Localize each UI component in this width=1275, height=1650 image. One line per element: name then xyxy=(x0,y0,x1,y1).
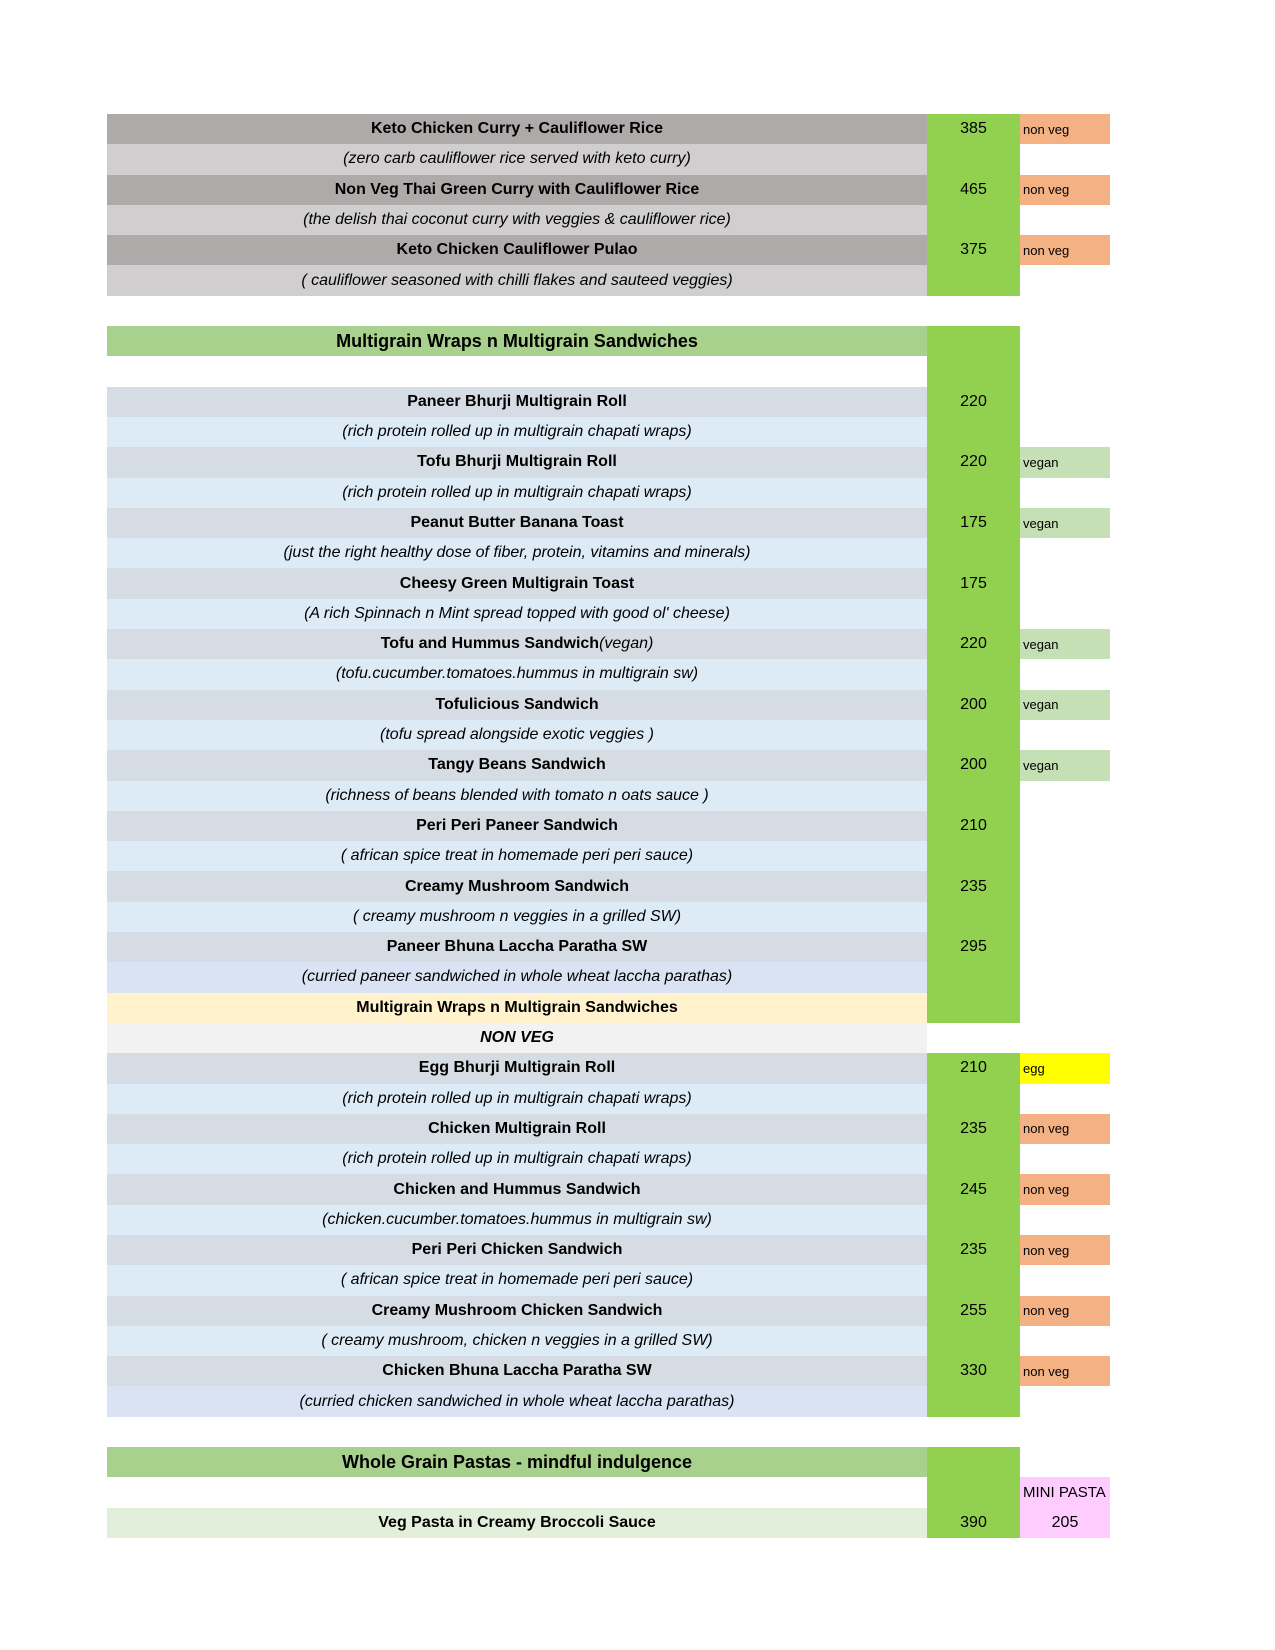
item-description-row xyxy=(107,1265,1110,1295)
item-description xyxy=(107,902,927,932)
item-price xyxy=(927,296,1020,326)
item-price: 175 xyxy=(927,508,1020,538)
cell-text: Peri Peri Paneer Sandwich xyxy=(416,816,618,834)
item-description xyxy=(107,1205,927,1235)
item-name xyxy=(107,114,927,144)
item-name xyxy=(107,690,927,720)
diet-tag xyxy=(1020,841,1110,871)
item-description xyxy=(107,1386,927,1416)
cell-text: Keto Chicken Curry + Cauliflower Rice xyxy=(370,120,664,138)
cell-text: Cheesy Green Multigrain Toast xyxy=(399,574,635,592)
cell-text: Tofu Bhurji Multigrain Roll xyxy=(417,453,617,471)
cell-text: (richness of beans blended with tomato n oats sauce ) xyxy=(325,786,709,804)
diet-tag: non veg xyxy=(1020,1296,1110,1326)
diet-tag xyxy=(1020,902,1110,932)
diet-tag xyxy=(1020,962,1110,992)
item-price: 295 xyxy=(927,932,1020,962)
item-name xyxy=(107,568,927,598)
item-name xyxy=(107,629,927,659)
menu-item-row xyxy=(107,811,1110,841)
menu-item-row xyxy=(107,508,1110,538)
cell-text: Multigrain Wraps n Multigrain Sandwiches xyxy=(356,998,678,1016)
diet-tag xyxy=(1020,1023,1110,1053)
cell-text: Multigrain Wraps n Multigrain Sandwiches xyxy=(336,330,698,351)
item-name xyxy=(107,750,927,780)
item-description xyxy=(107,720,927,750)
item-description xyxy=(107,1265,927,1295)
item-description xyxy=(107,265,927,295)
item-price xyxy=(927,1326,1020,1356)
item-price xyxy=(927,1023,1020,1053)
cell-text: (zero carb cauliflower rice served with keto curry) xyxy=(343,150,691,168)
item-description xyxy=(107,962,927,992)
item-price xyxy=(927,1084,1020,1114)
menu-item-row xyxy=(107,568,1110,598)
spacer-row xyxy=(107,1477,1110,1507)
item-name xyxy=(107,932,927,962)
item-price xyxy=(927,1144,1020,1174)
diet-tag: vegan xyxy=(1020,508,1110,538)
diet-tag xyxy=(1020,993,1110,1023)
item-description xyxy=(107,144,927,174)
item-description-row xyxy=(107,1084,1110,1114)
item-price: 375 xyxy=(927,235,1020,265)
diet-tag xyxy=(1020,568,1110,598)
diet-tag xyxy=(1020,1265,1110,1295)
cell-text: (the delish thai coconut curry with veggies & cauliflower rice) xyxy=(303,211,731,229)
subsection-title xyxy=(107,993,927,1023)
item-price xyxy=(927,781,1020,811)
menu-item-row xyxy=(107,932,1110,962)
diet-tag xyxy=(1020,1417,1110,1447)
diet-tag xyxy=(1020,932,1110,962)
diet-tag xyxy=(1020,781,1110,811)
item-description xyxy=(107,205,927,235)
spacer-row xyxy=(107,356,1110,386)
item-description-row xyxy=(107,205,1110,235)
section-header-row xyxy=(107,1447,1110,1477)
spacer-row xyxy=(107,1417,1110,1447)
item-price: 210 xyxy=(927,811,1020,841)
item-name xyxy=(107,1296,927,1326)
menu-item-row xyxy=(107,750,1110,780)
diet-tag: non veg xyxy=(1020,175,1110,205)
menu-sheet xyxy=(107,114,1110,1538)
item-description-row xyxy=(107,1326,1110,1356)
item-price xyxy=(927,538,1020,568)
item-description-row xyxy=(107,659,1110,689)
diet-tag: vegan xyxy=(1020,750,1110,780)
cell-text: Chicken Multigrain Roll xyxy=(428,1119,606,1137)
diet-tag xyxy=(1020,417,1110,447)
item-price xyxy=(927,962,1020,992)
cell-text: Tofulicious Sandwich xyxy=(435,695,599,713)
diet-tag: non veg xyxy=(1020,235,1110,265)
cell-text: Peanut Butter Banana Toast xyxy=(410,514,624,531)
cell-text: (rich protein rolled up in multigrain chapati wraps) xyxy=(342,423,692,441)
empty-cell xyxy=(107,356,927,386)
diet-tag: non veg xyxy=(1020,114,1110,144)
item-price xyxy=(927,841,1020,871)
item-name xyxy=(107,508,927,538)
section-title xyxy=(107,1447,927,1477)
item-price: 175 xyxy=(927,568,1020,598)
item-price: 390 xyxy=(927,1508,1020,1538)
diet-tag xyxy=(1020,326,1110,356)
item-name-suffix: (vegan) xyxy=(599,635,654,653)
cell-text: NON VEG xyxy=(480,1029,554,1047)
item-name xyxy=(107,175,927,205)
item-price xyxy=(927,659,1020,689)
menu-item-row xyxy=(107,235,1110,265)
cell-text: (curried chicken sandwiched in whole wheat laccha parathas) xyxy=(299,1392,735,1410)
menu-item-row xyxy=(107,114,1110,144)
cell-text: Creamy Mushroom Chicken Sandwich xyxy=(371,1301,663,1319)
item-description xyxy=(107,1144,927,1174)
item-price xyxy=(927,144,1020,174)
section-header-row xyxy=(107,326,1110,356)
item-price xyxy=(927,993,1020,1023)
diet-tag: non veg xyxy=(1020,1356,1110,1386)
diet-tag xyxy=(1020,538,1110,568)
item-name xyxy=(107,1053,927,1083)
item-price xyxy=(927,478,1020,508)
cell-text: ( creamy mushroom, chicken n veggies in a grilled SW) xyxy=(321,1332,713,1350)
diet-tag xyxy=(1020,296,1110,326)
item-price: 220 xyxy=(927,447,1020,477)
item-name xyxy=(107,871,927,901)
menu-item-row xyxy=(107,1114,1110,1144)
item-price xyxy=(927,1447,1020,1477)
category-label-row xyxy=(107,1023,1110,1053)
cell-text: Creamy Mushroom Sandwich xyxy=(404,877,630,895)
menu-item-row xyxy=(107,871,1110,901)
diet-tag xyxy=(1020,720,1110,750)
cell-text: (chicken.cucumber.tomatoes.hummus in multigrain sw) xyxy=(322,1210,712,1228)
item-price xyxy=(927,1417,1020,1447)
menu-item-row xyxy=(107,629,1110,659)
item-description xyxy=(107,538,927,568)
diet-tag xyxy=(1020,659,1110,689)
diet-tag xyxy=(1020,265,1110,295)
item-price xyxy=(927,1205,1020,1235)
cell-text: Whole Grain Pastas - mindful indulgence xyxy=(341,1451,693,1472)
cell-text: ( african spice treat in homemade peri peri sauce) xyxy=(340,847,694,865)
cell-text: (A rich Spinnach n Mint spread topped with good ol' cheese) xyxy=(304,604,730,622)
item-price xyxy=(927,205,1020,235)
item-price: 235 xyxy=(927,1235,1020,1265)
cell-text: (rich protein rolled up in multigrain chapati wraps) xyxy=(342,1089,692,1107)
item-description xyxy=(107,417,927,447)
cell-text: Chicken Bhuna Laccha Paratha SW xyxy=(382,1362,652,1380)
item-name xyxy=(107,1114,927,1144)
cell-text: (tofu.cucumber.tomatoes.hummus in multigrain sw) xyxy=(335,665,699,683)
menu-item-row xyxy=(107,387,1110,417)
menu-item-row xyxy=(107,1296,1110,1326)
diet-tag xyxy=(1020,1326,1110,1356)
item-name xyxy=(107,1235,927,1265)
cell-text: Tangy Beans Sandwich xyxy=(428,756,606,774)
item-name xyxy=(107,1508,927,1538)
diet-tag: non veg xyxy=(1020,1114,1110,1144)
item-description xyxy=(107,781,927,811)
item-description-row xyxy=(107,599,1110,629)
item-price xyxy=(927,599,1020,629)
item-description-row xyxy=(107,902,1110,932)
diet-tag xyxy=(1020,871,1110,901)
item-price xyxy=(927,1265,1020,1295)
diet-tag: vegan xyxy=(1020,447,1110,477)
diet-tag xyxy=(1020,1084,1110,1114)
empty-cell xyxy=(107,1417,927,1447)
item-price xyxy=(927,417,1020,447)
menu-item-row xyxy=(107,690,1110,720)
menu-item-row xyxy=(107,175,1110,205)
item-description-row xyxy=(107,538,1110,568)
diet-tag xyxy=(1020,1144,1110,1174)
item-price: 200 xyxy=(927,690,1020,720)
item-price: 330 xyxy=(927,1356,1020,1386)
cell-text: Non Veg Thai Green Curry with Cauliflower Rice xyxy=(334,180,700,198)
item-price: 235 xyxy=(927,1114,1020,1144)
empty-cell xyxy=(107,296,927,326)
empty-cell xyxy=(107,1477,927,1507)
item-description xyxy=(107,478,927,508)
cell-text: Egg Bhurji Multigrain Roll xyxy=(418,1059,616,1077)
diet-tag xyxy=(1020,811,1110,841)
menu-item-row xyxy=(107,1053,1110,1083)
cell-text: (curried paneer sandwiched in whole wheat laccha parathas) xyxy=(301,968,733,986)
item-price: 210 xyxy=(927,1053,1020,1083)
item-description-row xyxy=(107,720,1110,750)
subsection-header-row xyxy=(107,993,1110,1023)
item-name xyxy=(107,447,927,477)
diet-tag xyxy=(1020,387,1110,417)
cell-text: (tofu spread alongside exotic veggies ) xyxy=(380,726,654,744)
item-price xyxy=(927,265,1020,295)
cell-text: Veg Pasta in Creamy Broccoli Sauce xyxy=(378,1513,656,1531)
cell-text: Chicken and Hummus Sandwich xyxy=(393,1180,641,1198)
cell-text: Paneer Bhuna Laccha Paratha SW xyxy=(386,938,648,956)
item-price xyxy=(927,326,1020,356)
item-description-row xyxy=(107,962,1110,992)
mini-pasta-price: 205 xyxy=(1020,1508,1110,1538)
item-description-row xyxy=(107,1386,1110,1416)
cell-text: Peri Peri Chicken Sandwich xyxy=(411,1241,623,1259)
item-price: 235 xyxy=(927,871,1020,901)
item-price xyxy=(927,720,1020,750)
item-price xyxy=(927,1477,1020,1507)
diet-tag xyxy=(1020,478,1110,508)
cell-text: ( cauliflower seasoned with chilli flakes and sauteed veggies) xyxy=(301,271,733,289)
item-description xyxy=(107,659,927,689)
cell-text: (just the right healthy dose of fiber, protein, vitamins and minerals) xyxy=(283,544,751,562)
item-description-row xyxy=(107,265,1110,295)
item-description-row xyxy=(107,1205,1110,1235)
item-price: 245 xyxy=(927,1174,1020,1204)
item-name xyxy=(107,1174,927,1204)
item-description xyxy=(107,1084,927,1114)
item-description-row xyxy=(107,841,1110,871)
item-price: 200 xyxy=(927,750,1020,780)
item-price: 255 xyxy=(927,1296,1020,1326)
mini-pasta-header: MINI PASTA xyxy=(1020,1477,1110,1507)
item-description-row xyxy=(107,478,1110,508)
item-price: 465 xyxy=(927,175,1020,205)
item-price: 385 xyxy=(927,114,1020,144)
item-description xyxy=(107,599,927,629)
menu-item-row xyxy=(107,1508,1110,1538)
diet-tag xyxy=(1020,205,1110,235)
diet-tag xyxy=(1020,1386,1110,1416)
menu-item-row xyxy=(107,1356,1110,1386)
diet-tag xyxy=(1020,356,1110,386)
spacer-row xyxy=(107,296,1110,326)
diet-tag xyxy=(1020,1447,1110,1477)
section-title xyxy=(107,326,927,356)
diet-tag: egg xyxy=(1020,1053,1110,1083)
menu-item-row xyxy=(107,1235,1110,1265)
item-price xyxy=(927,1386,1020,1416)
menu-item-row xyxy=(107,1174,1110,1204)
category-label xyxy=(107,1023,927,1053)
item-description-row xyxy=(107,781,1110,811)
diet-tag xyxy=(1020,599,1110,629)
item-description xyxy=(107,841,927,871)
item-name xyxy=(107,1356,927,1386)
cell-text: (rich protein rolled up in multigrain chapati wraps) xyxy=(342,1150,692,1168)
item-price xyxy=(927,356,1020,386)
item-price xyxy=(927,902,1020,932)
item-name xyxy=(107,235,927,265)
diet-tag: vegan xyxy=(1020,690,1110,720)
diet-tag: vegan xyxy=(1020,629,1110,659)
cell-text: Tofu and Hummus Sandwich xyxy=(380,635,600,653)
diet-tag: non veg xyxy=(1020,1235,1110,1265)
cell-text: Paneer Bhurji Multigrain Roll xyxy=(407,392,627,410)
item-description xyxy=(107,1326,927,1356)
cell-text: ( african spice treat in homemade peri peri sauce) xyxy=(340,1271,694,1289)
cell-text: (rich protein rolled up in multigrain chapati wraps) xyxy=(342,483,692,501)
item-description-row xyxy=(107,1144,1110,1174)
diet-tag xyxy=(1020,144,1110,174)
menu-item-row xyxy=(107,447,1110,477)
diet-tag xyxy=(1020,1205,1110,1235)
item-description-row xyxy=(107,417,1110,447)
cell-text: Keto Chicken Cauliflower Pulao xyxy=(396,241,638,259)
item-price: 220 xyxy=(927,629,1020,659)
item-name xyxy=(107,387,927,417)
item-description-row xyxy=(107,144,1110,174)
diet-tag: non veg xyxy=(1020,1174,1110,1204)
cell-text: ( creamy mushroom n veggies in a grilled SW) xyxy=(352,907,682,925)
item-price: 220 xyxy=(927,387,1020,417)
item-name xyxy=(107,811,927,841)
